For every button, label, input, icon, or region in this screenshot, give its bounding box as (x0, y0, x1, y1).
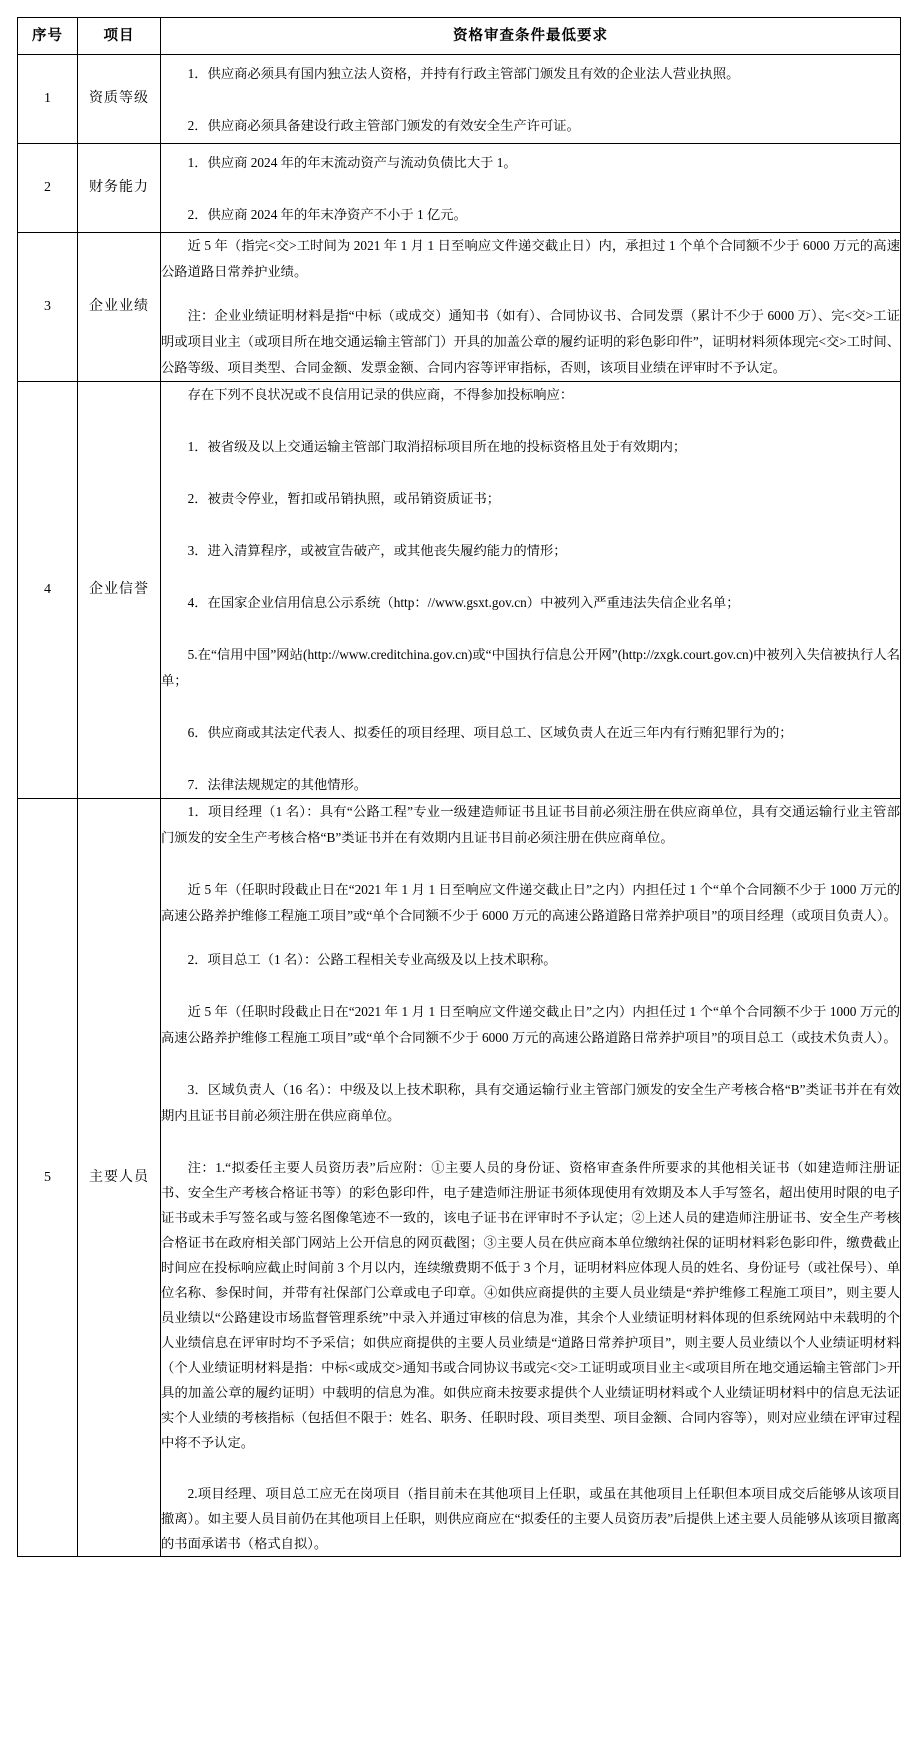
row-number: 4 (18, 382, 78, 799)
table-row (18, 382, 901, 799)
table-header-row (18, 18, 901, 55)
requirement-paragraph: 1．项目经理（1 名）：具有“公路工程”专业一级建造师证书且证书目前必须注册在供应商单位，具有交通运输行业主管部门颁发的安全生产考核合格“B”类证书并在有效期内且证书目前必须注册在供应商单位。 (161, 804, 900, 845)
requirement-paragraph: 6．供应商或其法定代表人、拟委任的项目经理、项目总工、区域负责人在近三年内有行贿犯罪行为的； (187, 725, 793, 740)
requirement-paragraph: 1．被省级及以上交通运输主管部门取消招标项目所在地的投标资格且处于有效期内； (187, 439, 687, 454)
row-requirement-body (161, 799, 901, 1557)
requirement-paragraph: 2．被责令停业，暂扣或吊销执照，或吊销资质证书； (187, 491, 501, 506)
paragraph-spacer (161, 285, 900, 303)
table-row (18, 144, 901, 233)
requirement-paragraph: 2．项目总工（1 名）：公路工程相关专业高级及以上技术职称。 (187, 952, 557, 967)
row-number: 1 (18, 55, 78, 144)
paragraph-spacer (161, 460, 900, 486)
requirement-paragraph: 3．进入清算程序，或被宣告破产，或其他丧失履约能力的情形； (187, 543, 567, 558)
row-item-label: 财务能力 (78, 144, 161, 233)
requirement-note-paragraph: 注：企业业绩证明材料是指“中标（或成交）通知书（如有）、合同协议书、合同发票（累计不少于 6000 万）、完<交>工证明或项目业主（或项目所在地交通运输主管部门）开具的加盖公章的履约证明的彩色影印件”，证明材料须体现完<交>工时间、公路等级、项目类型、合同金额、发票金额、合同内容等评审指标，否则，该项目业绩在评审时不予认定。 (161, 308, 900, 375)
row-item-label: 资质等级 (78, 55, 161, 144)
paragraph-spacer (161, 512, 900, 538)
table-row (18, 233, 901, 382)
table-row (18, 55, 901, 144)
row-number: 2 (18, 144, 78, 233)
requirement-paragraph: 1．供应商 2024 年的年末流动资产与流动负债比大于 1。 (187, 155, 517, 170)
paragraph-spacer (161, 746, 900, 772)
row-number: 3 (18, 233, 78, 382)
paragraph-spacer (161, 851, 900, 877)
paragraph-spacer (161, 1455, 900, 1481)
requirement-paragraph: 2．供应商 2024 年的年末净资产不小于 1 亿元。 (187, 207, 467, 222)
paragraph-spacer (161, 973, 900, 999)
row-number: 5 (18, 799, 78, 1557)
paragraph-spacer (161, 564, 900, 590)
paragraph-spacer (161, 1129, 900, 1155)
requirement-paragraph: 近 5 年（指完<交>工时间为 2021 年 1 月 1 日至响应文件递交截止日）内，承担过 1 个单个合同额不少于 6000 万元的高速公路道路日常养护业绩。 (161, 238, 900, 279)
paragraph-spacer (161, 87, 900, 113)
paragraph-spacer (161, 929, 900, 947)
qualification-review-table (17, 17, 901, 1557)
requirement-note-paragraph: 2.项目经理、项目总工应无在岗项目（指目前未在其他项目上任职，或虽在其他项目上任职但本项目成交后能够从该项目撤离）。如主要人员目前仍在其他项目上任职，则供应商应在“拟委任的主要人员资历表”后提供上述主要人员能够从该项目撤离的书面承诺书（格式自拟）。 (161, 1486, 900, 1551)
requirement-paragraph: 近 5 年（任职时段截止日在“2021 年 1 月 1 日至响应文件递交截止日”之内）内担任过 1 个“单个合同额不少于 1000 万元的高速公路养护维修工程施工项目”或“单个合同额不少于 6000 万元的高速公路道路日常养护项目”的项目经理（或项目负责人）。 (161, 882, 900, 923)
header-cell-item: 项目 (78, 18, 161, 55)
row-requirement-body (161, 144, 901, 233)
paragraph-spacer (161, 1051, 900, 1077)
row-requirement-body (161, 55, 901, 144)
paragraph-spacer (161, 616, 900, 642)
paragraph-spacer (161, 176, 900, 202)
header-cell-requirement: 资格审查条件最低要求 (161, 18, 901, 55)
header-cell-no: 序号 (18, 18, 78, 55)
requirement-paragraph: 2．供应商必须具备建设行政主管部门颁发的有效安全生产许可证。 (187, 118, 580, 133)
requirement-paragraph: 4．在国家企业信用信息公示系统（http：//www.gsxt.gov.cn）中被列入严重违法失信企业名单； (187, 595, 740, 610)
requirement-intro: 存在下列不良状况或不良信用记录的供应商，不得参加投标响应： (187, 387, 574, 402)
row-requirement-body (161, 233, 901, 382)
table-row (18, 799, 901, 1557)
requirement-paragraph: 5.在“信用中国”网站(http://www.creditchina.gov.cn)或“中国执行信息公开网”(http://zxgk.court.gov.cn)中被列入失信被执行人名单； (161, 647, 900, 688)
paragraph-spacer (161, 408, 900, 434)
row-item-label: 主要人员 (78, 799, 161, 1557)
paragraph-spacer (161, 694, 900, 720)
requirement-paragraph: 1．供应商必须具有国内独立法人资格，并持有行政主管部门颁发且有效的企业法人营业执照。 (187, 66, 740, 81)
row-item-label: 企业信誉 (78, 382, 161, 799)
requirement-paragraph: 3．区域负责人（16 名）：中级及以上技术职称，具有交通运输行业主管部门颁发的安全生产考核合格“B”类证书并在有效期内且证书目前必须注册在供应商单位。 (161, 1082, 900, 1123)
requirement-paragraph: 近 5 年（任职时段截止日在“2021 年 1 月 1 日至响应文件递交截止日”之内）内担任过 1 个“单个合同额不少于 1000 万元的高速公路养护维修工程施工项目”或“单个合同额不少于 6000 万元的高速公路道路日常养护项目”的项目总工（或技术负责人）。 (161, 1004, 900, 1045)
requirement-note-paragraph: 注：1.“拟委任主要人员资历表”后应附：①主要人员的身份证、资格审查条件所要求的其他相关证书（如建造师注册证书、安全生产考核合格证书等）的彩色影印件，电子建造师注册证书须体现使用有效期及本人手写签名，超出使用时限的电子证书或未手写签名或与签名图像笔迹不一致的，该电子证书在评审时不予认定；②上述人员的建造师注册证书、安全生产考核合格证书在政府相关部门网站上公开信息的网页截图；③主要人员在供应商本单位缴纳社保的证明材料彩色影印件，缴费截止时间应在投标响应截止时间前 3 个月以内，连续缴费期不低于 3 个月，证明材料应体现人员的姓名、身份证号（或社保号）、单位名称、参保时间，并带有社保部门公章或电子印章。④如供应商提供的主要人员业绩是“养护维修工程施工项目”，则主要人员业绩以“公路建设市场监督管理系统”中录入并通过审核的信息为准，其余个人业绩证明材料体现的但系统网站中未载明的个人业绩信息在评审时均不予采信；如供应商提供的主要人员业绩是“道路日常养护项目”，则主要人员业绩以个人业绩证明材料（个人业绩证明材料是指：中标<或成交>通知书或合同协议书或完<交>工证明或项目业主<或项目所在地交通运输主管部门>开具的加盖公章的履约证明）中载明的信息为准。如供应商未按要求提供个人业绩证明材料或个人业绩证明材料中的信息无法证实个人业绩的考核指标（包括但不限于：姓名、职务、任职时段、项目类型、项目金额、合同内容等），则对应业绩在评审过程中将不予认定。 (161, 1160, 900, 1450)
requirement-paragraph: 7．法律法规规定的其他情形。 (187, 777, 368, 792)
row-requirement-body (161, 382, 901, 799)
row-item-label: 企业业绩 (78, 233, 161, 382)
